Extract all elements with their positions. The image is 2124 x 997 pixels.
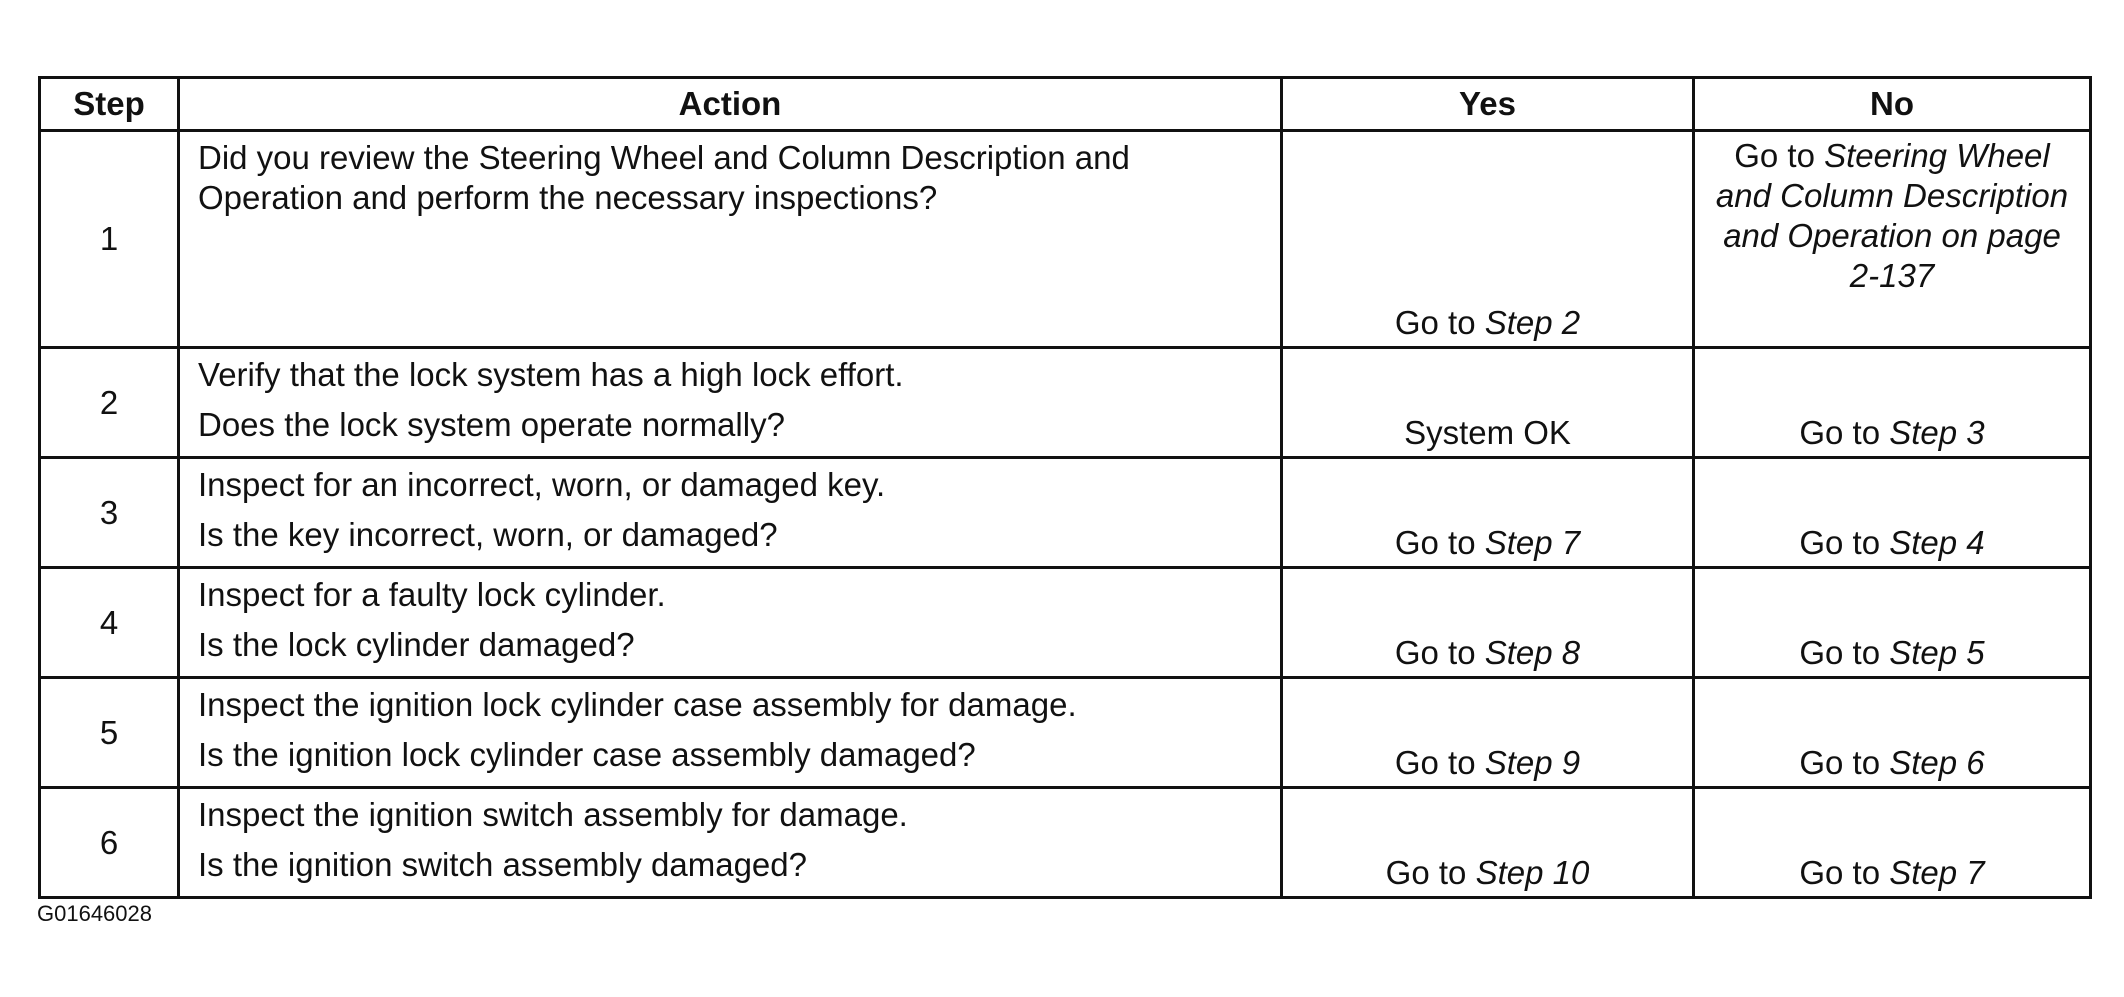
yes-cell (1282, 348, 1694, 458)
no-cell (1694, 678, 2091, 788)
table-row (40, 348, 2091, 458)
action-text: Did you review the Steering Wheel and Column Description and Operation and perform the necessary inspections? (198, 139, 1130, 216)
step-number: 5 (40, 678, 179, 788)
action-cell (179, 131, 1282, 348)
action-text: Inspect the ignition switch assembly for damage. (198, 796, 908, 833)
yes-prefix: Go to (1394, 524, 1485, 561)
yes-cell (1282, 458, 1694, 568)
yes-cell (1282, 678, 1694, 788)
step-number: 1 (40, 131, 179, 348)
no-prefix: Go to (1799, 854, 1890, 891)
action-cell (179, 788, 1282, 898)
yes-step-link[interactable]: Step 2 (1484, 304, 1581, 341)
no-cell (1694, 568, 2091, 678)
action-cell (179, 678, 1282, 788)
yes-prefix: Go to (1394, 634, 1485, 671)
table-row (40, 568, 2091, 678)
table-row (40, 788, 2091, 898)
action-cell (179, 458, 1282, 568)
figure-id: G01646028 (37, 901, 152, 926)
step-number: 4 (40, 568, 179, 678)
action-cell (179, 568, 1282, 678)
no-step-link[interactable]: Step 5 (1889, 634, 1985, 671)
no-prefix: Go to (1799, 414, 1890, 451)
action-question: Is the ignition switch assembly damaged? (198, 846, 807, 883)
yes-step-link[interactable]: Step 7 (1484, 524, 1581, 561)
step-number: 3 (40, 458, 179, 568)
yes-step-link[interactable]: Step 9 (1484, 744, 1581, 781)
no-cell (1694, 788, 2091, 898)
yes-cell (1282, 788, 1694, 898)
no-step-link[interactable]: Step 6 (1889, 744, 1985, 781)
action-text: Inspect the ignition lock cylinder case assembly for damage. (198, 686, 1077, 723)
action-question: Does the lock system operate normally? (198, 406, 785, 443)
yes-cell (1282, 131, 1694, 348)
yes-prefix: Go to (1394, 304, 1485, 341)
yes-prefix: Go to (1394, 744, 1485, 781)
action-question: Is the key incorrect, worn, or damaged? (198, 516, 778, 553)
no-prefix: Go to (1799, 524, 1890, 561)
diagnostic-table (38, 76, 2092, 899)
step-number: 2 (40, 348, 179, 458)
step-number: 6 (40, 788, 179, 898)
no-step-link[interactable]: Step 3 (1889, 414, 1985, 451)
action-text: Verify that the lock system has a high lock effort. (198, 356, 904, 393)
yes-prefix: Go to (1385, 854, 1476, 891)
no-cell (1694, 458, 2091, 568)
yes-result: System OK (1404, 414, 1571, 451)
header-no: No (1694, 78, 2091, 131)
no-step-link[interactable]: Step 4 (1889, 524, 1985, 561)
header-row (40, 78, 2091, 131)
action-text: Inspect for a faulty lock cylinder. (198, 576, 666, 613)
table-row (40, 458, 2091, 568)
no-cell (1694, 348, 2091, 458)
no-prefix: Go to (1799, 634, 1890, 671)
no-page-link[interactable]: Steering Wheel and Column Description and Operation on page 2-137 (1715, 137, 2069, 294)
header-step: Step (40, 78, 179, 131)
no-step-link[interactable]: Step 7 (1889, 854, 1985, 891)
action-cell (179, 348, 1282, 458)
no-cell (1694, 131, 2091, 348)
no-prefix: Go to (1734, 137, 1825, 174)
action-question: Is the ignition lock cylinder case assembly damaged? (198, 736, 976, 773)
yes-cell (1282, 568, 1694, 678)
table-row (40, 678, 2091, 788)
header-action: Action (179, 78, 1282, 131)
action-question: Is the lock cylinder damaged? (198, 626, 635, 663)
table-row (40, 131, 2091, 348)
no-prefix: Go to (1799, 744, 1890, 781)
header-yes: Yes (1282, 78, 1694, 131)
yes-step-link[interactable]: Step 10 (1475, 854, 1590, 891)
action-text: Inspect for an incorrect, worn, or damaged key. (198, 466, 886, 503)
yes-step-link[interactable]: Step 8 (1484, 634, 1581, 671)
